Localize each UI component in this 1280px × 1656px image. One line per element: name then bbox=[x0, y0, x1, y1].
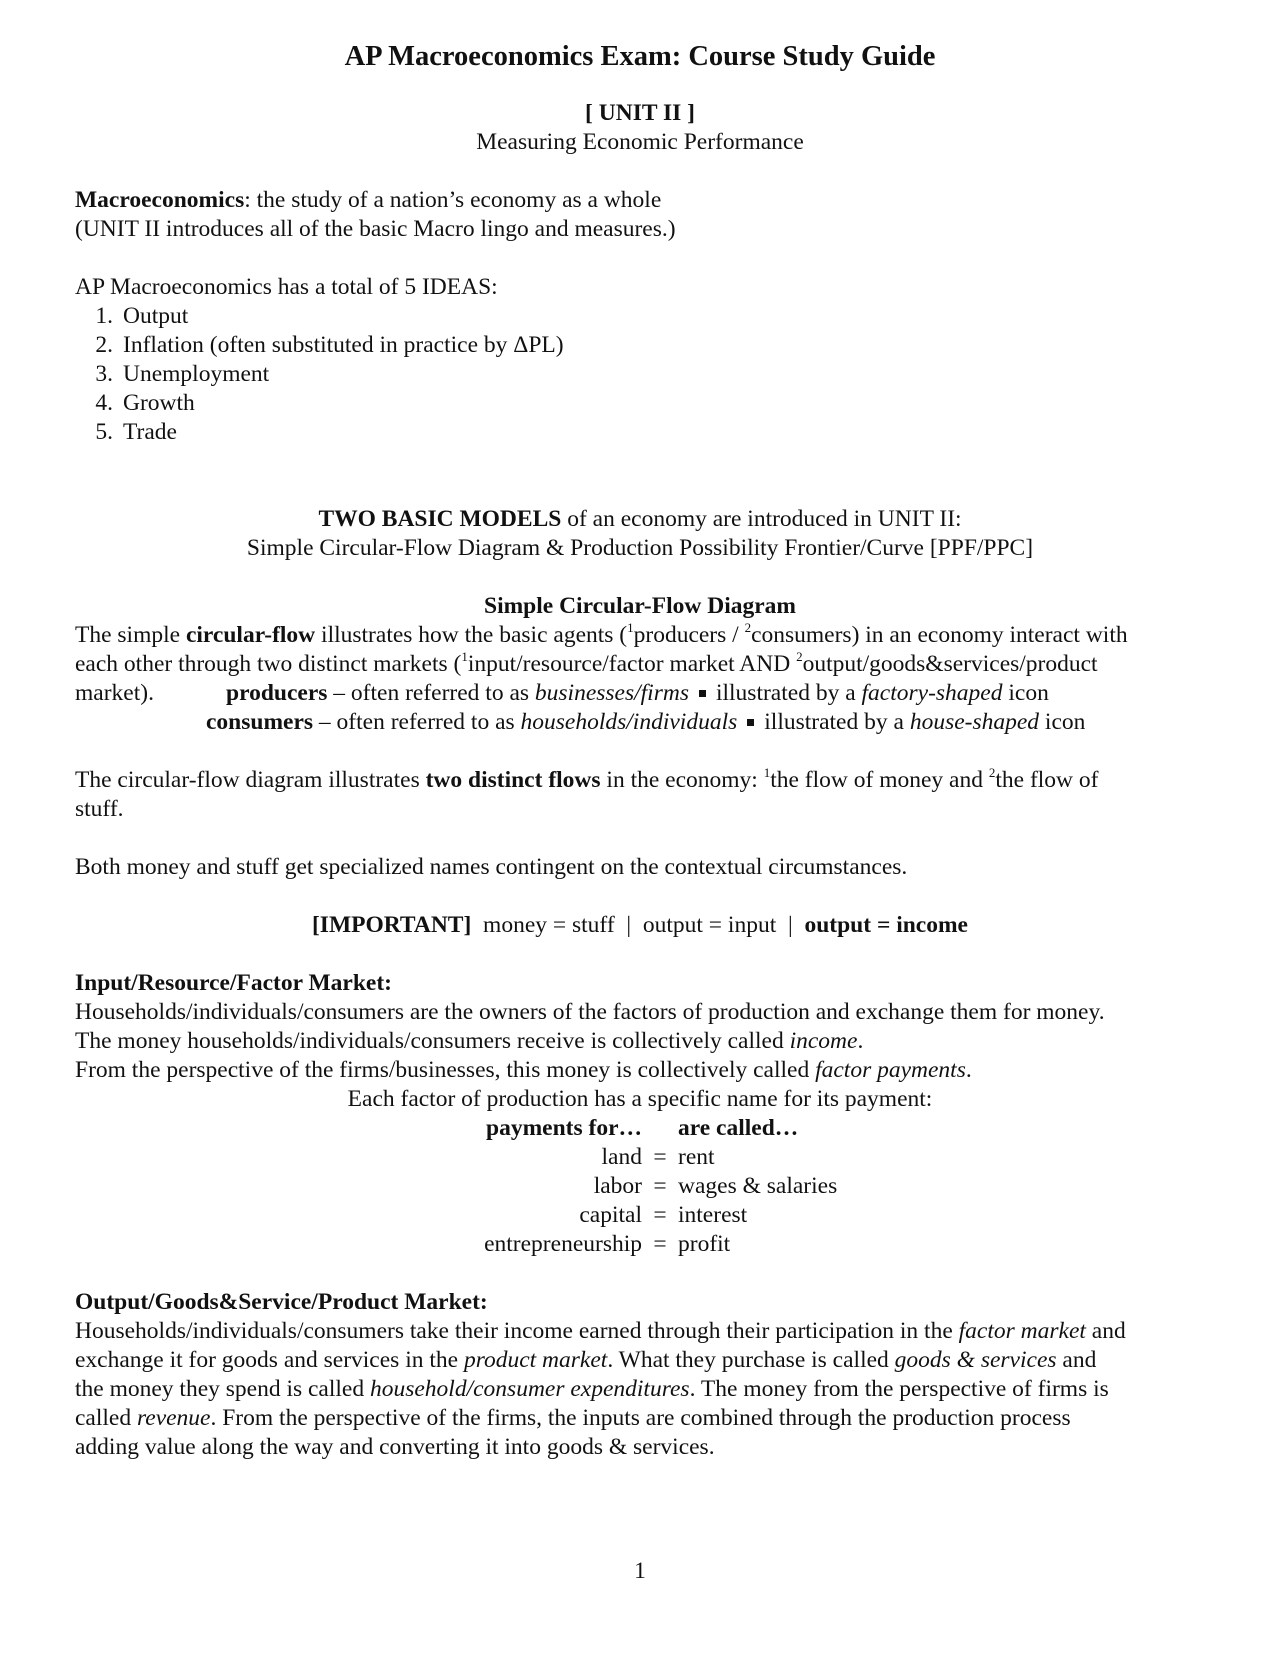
table-row: entrepreneurship = profit bbox=[484, 1231, 731, 1257]
circular-flow-line-3: market). bbox=[75, 680, 154, 706]
names-paragraph: Both money and stuff get specialized names contingent on the contextual circumstances. bbox=[75, 854, 908, 880]
ideas-list bbox=[75, 302, 1215, 447]
factor-market-line-4: Each factor of production has a specific name for its payment: bbox=[347, 1086, 933, 1112]
payments-table-header: payments for… are called… bbox=[486, 1115, 799, 1141]
product-market-line-1: Households/individuals/consumers take their income earned through their participation in the factor market and bbox=[75, 1318, 1126, 1344]
list-item: 1. Output bbox=[95, 303, 189, 329]
flows-line-1: The circular-flow diagram illustrates two distinct flows in the economy: $^1$the flow of money and $^2$the flow of bbox=[75, 765, 1099, 793]
list-item: 5. Trade bbox=[95, 419, 177, 445]
table-row: capital = interest bbox=[579, 1202, 748, 1228]
unit-note: (UNIT II introduces all of the basic Macro lingo and measures.) bbox=[75, 216, 676, 242]
factor-market-heading: Input/Resource/Factor Market: bbox=[75, 970, 392, 996]
circular-flow-line-2: each other through two distinct markets ($^1$input/resource/factor market AND $^2$output/goods&services/product bbox=[75, 649, 1098, 677]
product-market-line-4: called revenue. From the perspective of the firms, the inputs are combined through the production process bbox=[75, 1405, 1071, 1431]
document-title: AP Macroeconomics Exam: Course Study Guide bbox=[344, 41, 936, 72]
table-row: labor = wages & salaries bbox=[593, 1173, 838, 1199]
ideas-intro: AP Macroeconomics has a total of 5 IDEAS: bbox=[75, 274, 498, 300]
unit-subtitle: Measuring Economic Performance bbox=[476, 129, 804, 155]
product-market-line-2: exchange it for goods and services in the product market. What they purchase is called goods & services and bbox=[75, 1347, 1097, 1373]
unit-label: [ UNIT II ] bbox=[585, 100, 695, 126]
factor-market-line-1: Households/individuals/consumers are the owners of the factors of production and exchange them for money. bbox=[75, 999, 1105, 1025]
producers-line: producers – often referred to as businesses/firms illustrated by a factory-shaped icon bbox=[226, 680, 1049, 706]
list-item: 3. Unemployment bbox=[95, 361, 270, 387]
factor-market-line-2: The money households/individuals/consumers receive is collectively called income. bbox=[75, 1028, 864, 1054]
consumers-line: consumers – often referred to as households/individuals illustrated by a house-shaped icon bbox=[206, 709, 1086, 735]
circular-flow-heading: Simple Circular-Flow Diagram bbox=[484, 593, 796, 619]
circular-flow-line-1: The simple circular-flow illustrates how the basic agents ($^1$producers / $^2$consumers) in an economy interact with bbox=[75, 620, 1128, 648]
macro-definition: Macroeconomics: the study of a nation’s economy as a whole bbox=[75, 187, 662, 213]
page-number: 1 bbox=[634, 1558, 646, 1584]
list-item: 2. Inflation (often substituted in practice by ΔPL) bbox=[95, 332, 564, 358]
list-item: 4. Growth bbox=[95, 390, 195, 416]
factor-market-line-3: From the perspective of the firms/businesses, this money is collectively called factor payments. bbox=[75, 1057, 972, 1083]
models-heading: TWO BASIC MODELS of an economy are introduced in UNIT II: bbox=[318, 506, 962, 532]
bullet-square-icon bbox=[747, 719, 754, 726]
product-market-heading: Output/Goods&Service/Product Market: bbox=[75, 1289, 488, 1315]
table-row: land = rent bbox=[601, 1144, 715, 1170]
flows-line-2: stuff. bbox=[75, 796, 124, 822]
product-market-line-5: adding value along the way and converting it into goods & services. bbox=[75, 1434, 715, 1460]
bullet-square-icon bbox=[699, 690, 706, 697]
important-line: [IMPORTANT] money = stuff | output = input | output = income bbox=[311, 912, 968, 938]
product-market-line-3: the money they spend is called household/consumer expenditures. The money from the perspective of firms is bbox=[75, 1376, 1109, 1402]
models-list: Simple Circular-Flow Diagram & Production Possibility Frontier/Curve [PPF/PPC] bbox=[246, 535, 1034, 561]
